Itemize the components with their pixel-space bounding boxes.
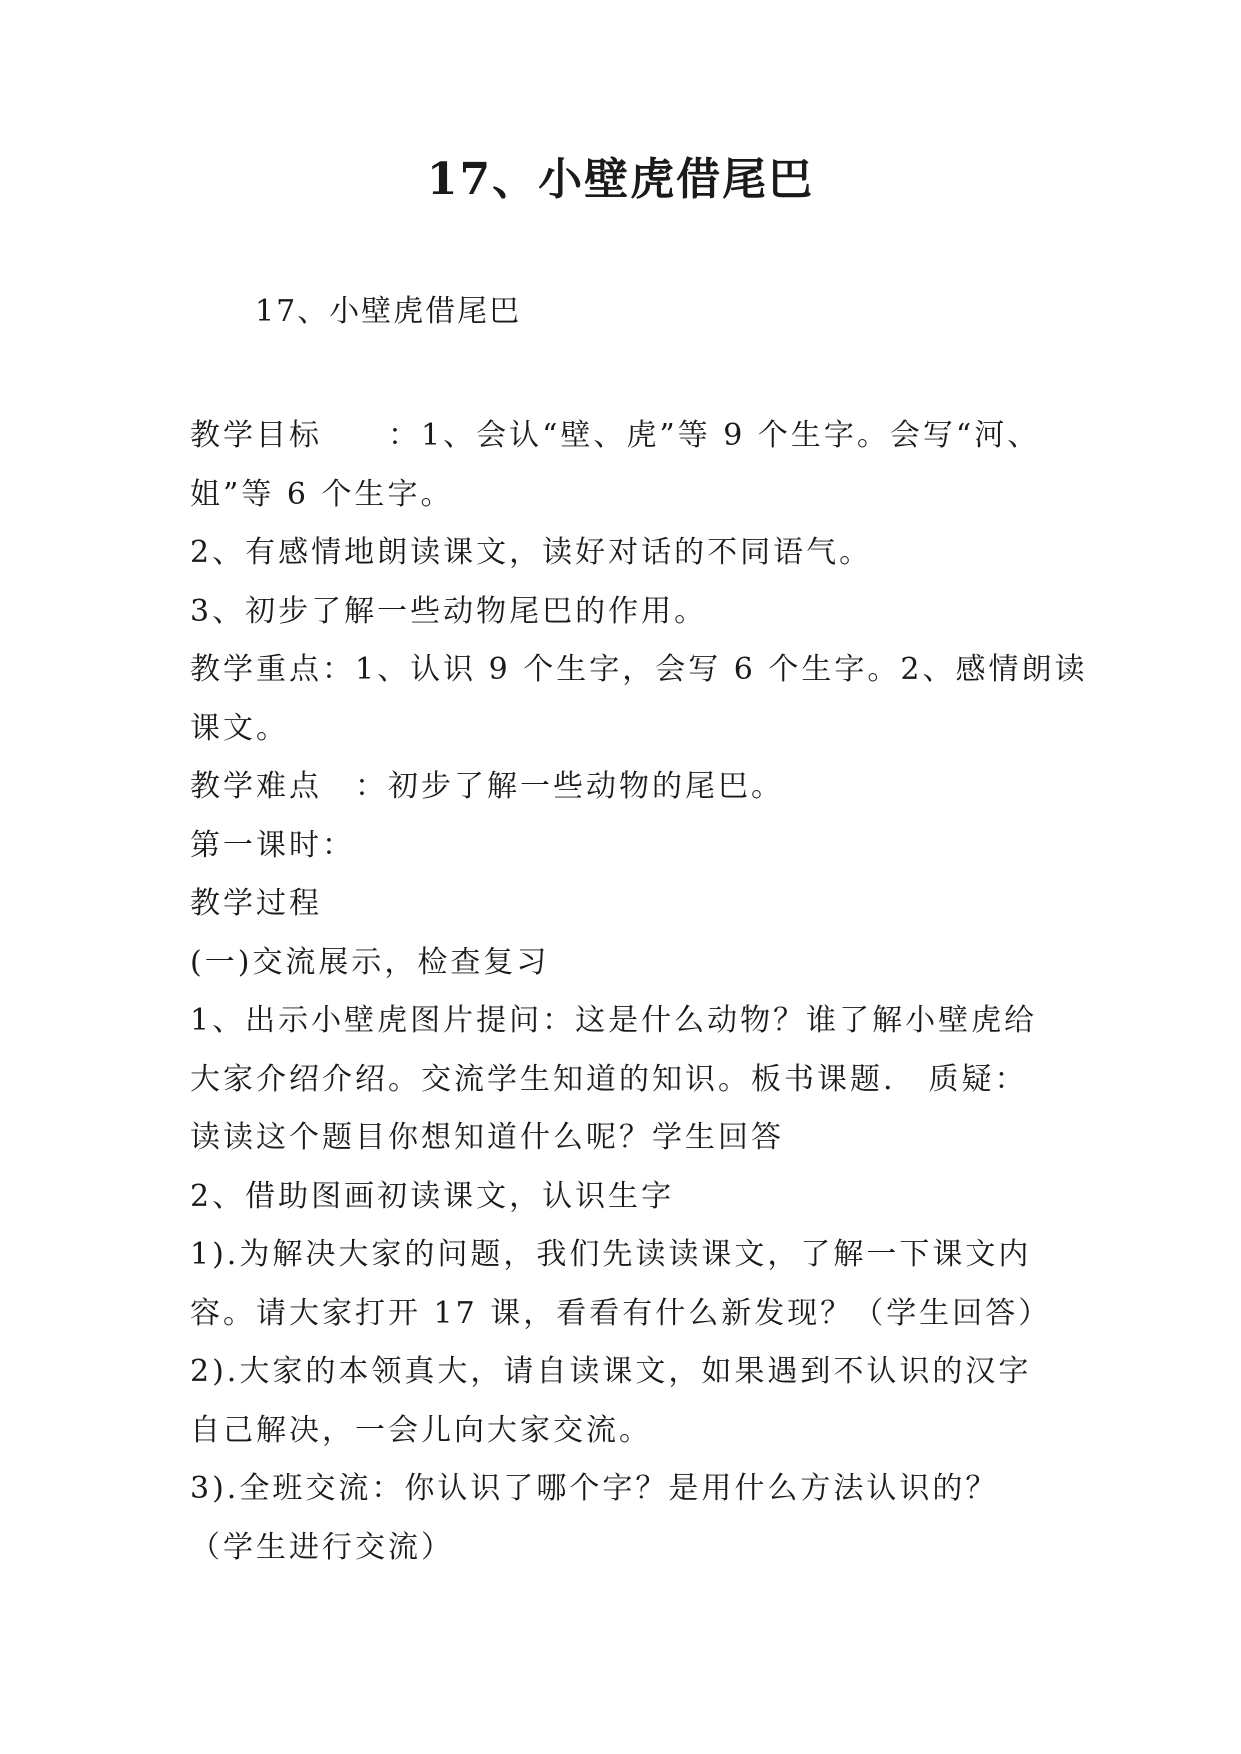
text-line: 第一课时： bbox=[190, 827, 355, 863]
text-line: 2).大家的本领真大，请自读课文，如果遇到不认识的汉字 bbox=[190, 1354, 1032, 1389]
text-line: 自己解决，一会儿向大家交流。 bbox=[190, 1412, 652, 1448]
text-line: 读读这个题目你想知道什么呢？学生回答 bbox=[190, 1120, 784, 1155]
text-line: 1).为解决大家的问题，我们先读读课文，了解一下课文内 bbox=[190, 1237, 1032, 1272]
document-title: 17、小壁虎借尾巴 bbox=[426, 154, 815, 205]
text-line: 大家介绍介绍。交流学生知道的知识。板书课题. 质疑： bbox=[190, 1061, 1028, 1097]
text-line: 2、借助图画初读课文，认识生字 bbox=[190, 1178, 675, 1214]
text-line: 2、有感情地朗读课文，读好对话的不同语气。 bbox=[190, 535, 873, 570]
text-line: 3、初步了解一些动物尾巴的作用。 bbox=[190, 593, 708, 629]
text-line: 容。请大家打开 17 课，看看有什么新发现？（学生回答） bbox=[190, 1295, 1052, 1331]
text-line: 教学难点 ：初步了解一些动物的尾巴。 bbox=[190, 769, 784, 804]
document-body bbox=[190, 407, 1088, 1577]
text-line: 教学目标 ：1、会认“壁、虎”等 9 个生字。会写“河、 bbox=[190, 418, 1041, 453]
text-line: 教学过程 bbox=[190, 886, 322, 921]
text-line: 姐”等 6 个生字。 bbox=[190, 476, 454, 512]
text-line: 课文。 bbox=[190, 710, 289, 746]
text-line: （学生进行交流） bbox=[190, 1529, 454, 1565]
text-line: 1、出示小壁虎图片提问：这是什么动物？谁了解小壁虎给 bbox=[190, 1003, 1038, 1038]
text-line: 教学重点：1、认识 9 个生字，会写 6 个生字。2、感情朗读 bbox=[190, 652, 1088, 687]
document-subtitle: 17、小壁虎借尾巴 bbox=[255, 294, 522, 329]
text-line: (一)交流展示，检查复习 bbox=[190, 944, 550, 980]
text-line: 3).全班交流：你认识了哪个字？是用什么方法认识的？ bbox=[190, 1471, 999, 1506]
